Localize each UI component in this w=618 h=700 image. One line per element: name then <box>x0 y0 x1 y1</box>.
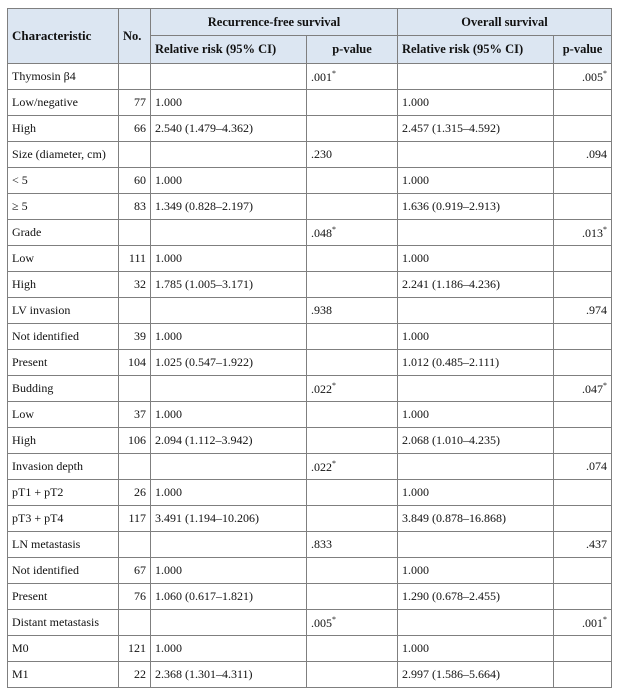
cell-rfs-relative-risk: 2.368 (1.301–4.311) <box>151 662 307 688</box>
cell-characteristic: M0 <box>8 636 119 662</box>
cell-count: 26 <box>119 480 151 506</box>
cell-rfs-relative-risk: 1.000 <box>151 558 307 584</box>
cell-os-relative-risk: 2.241 (1.186–4.236) <box>398 272 554 298</box>
cell-rfs-relative-risk: 1.000 <box>151 324 307 350</box>
table-row <box>8 506 612 532</box>
header-overall-survival: Overall survival <box>398 9 612 36</box>
cell-count: 32 <box>119 272 151 298</box>
cell-rfs-p-value: .938 <box>307 298 398 324</box>
cell-os-relative-risk <box>398 64 554 90</box>
cell-rfs-p-value <box>307 168 398 194</box>
cell-rfs-p-value <box>307 480 398 506</box>
significance-asterisk: * <box>603 614 608 624</box>
cell-count: 66 <box>119 116 151 142</box>
cell-os-p-value: .074 <box>554 454 612 480</box>
cell-characteristic: < 5 <box>8 168 119 194</box>
cell-os-relative-risk: 1.636 (0.919–2.913) <box>398 194 554 220</box>
cell-count: 121 <box>119 636 151 662</box>
cell-characteristic: Budding <box>8 376 119 402</box>
table-row <box>8 116 612 142</box>
cell-characteristic: High <box>8 428 119 454</box>
cell-count <box>119 298 151 324</box>
cell-rfs-relative-risk: 1.000 <box>151 90 307 116</box>
cell-os-relative-risk <box>398 532 554 558</box>
cell-characteristic: High <box>8 116 119 142</box>
table-row <box>8 636 612 662</box>
cell-rfs-p-value <box>307 584 398 610</box>
table-row <box>8 142 612 168</box>
cell-characteristic: Low <box>8 402 119 428</box>
cell-os-relative-risk: 1.000 <box>398 90 554 116</box>
cell-rfs-p-value <box>307 428 398 454</box>
cell-characteristic: Invasion depth <box>8 454 119 480</box>
cell-os-p-value <box>554 194 612 220</box>
cell-rfs-p-value: .833 <box>307 532 398 558</box>
cell-os-p-value: .094 <box>554 142 612 168</box>
cell-rfs-p-value <box>307 558 398 584</box>
cell-count <box>119 64 151 90</box>
cell-os-p-value <box>554 402 612 428</box>
cell-characteristic: Not identified <box>8 558 119 584</box>
cell-os-relative-risk: 2.068 (1.010–4.235) <box>398 428 554 454</box>
table-row <box>8 220 612 246</box>
header-no: No. <box>119 9 151 64</box>
table-row <box>8 402 612 428</box>
cell-rfs-p-value <box>307 246 398 272</box>
table-row <box>8 350 612 376</box>
table-row <box>8 194 612 220</box>
cell-os-p-value <box>554 506 612 532</box>
table-row <box>8 584 612 610</box>
cell-rfs-p-value: .022* <box>307 376 398 402</box>
cell-rfs-p-value <box>307 350 398 376</box>
table-row <box>8 324 612 350</box>
cell-os-relative-risk <box>398 220 554 246</box>
significance-asterisk: * <box>332 68 336 78</box>
table-row <box>8 376 612 402</box>
cell-rfs-relative-risk: 3.491 (1.194–10.206) <box>151 506 307 532</box>
significance-asterisk: * <box>603 68 608 78</box>
significance-asterisk: * <box>603 224 608 234</box>
cell-os-relative-risk: 1.012 (0.485–2.111) <box>398 350 554 376</box>
cell-rfs-relative-risk <box>151 220 307 246</box>
header-os-p-value: p-value <box>554 36 612 64</box>
table-row <box>8 168 612 194</box>
cell-os-p-value: .001* <box>554 610 612 636</box>
cell-rfs-p-value <box>307 506 398 532</box>
cell-rfs-p-value: .001* <box>307 64 398 90</box>
table-row <box>8 272 612 298</box>
cell-os-relative-risk: 1.000 <box>398 324 554 350</box>
cell-characteristic: pT3 + pT4 <box>8 506 119 532</box>
cell-rfs-p-value <box>307 402 398 428</box>
cell-os-relative-risk: 1.000 <box>398 246 554 272</box>
cell-rfs-relative-risk: 1.000 <box>151 168 307 194</box>
cell-os-relative-risk: 1.290 (0.678–2.455) <box>398 584 554 610</box>
cell-count: 37 <box>119 402 151 428</box>
cell-rfs-relative-risk <box>151 610 307 636</box>
cell-os-p-value <box>554 246 612 272</box>
cell-count: 83 <box>119 194 151 220</box>
cell-count <box>119 532 151 558</box>
significance-asterisk: * <box>603 380 608 390</box>
header-rfs-p-value: p-value <box>307 36 398 64</box>
cell-characteristic: Size (diameter, cm) <box>8 142 119 168</box>
cell-characteristic: Thymosin β4 <box>8 64 119 90</box>
cell-characteristic: Low <box>8 246 119 272</box>
table-row <box>8 64 612 90</box>
cell-count: 39 <box>119 324 151 350</box>
cell-rfs-p-value: .022* <box>307 454 398 480</box>
cell-os-p-value: .047* <box>554 376 612 402</box>
cell-os-relative-risk: 1.000 <box>398 402 554 428</box>
cell-rfs-p-value <box>307 636 398 662</box>
cell-os-relative-risk: 1.000 <box>398 558 554 584</box>
cell-os-relative-risk: 2.457 (1.315–4.592) <box>398 116 554 142</box>
cell-rfs-p-value <box>307 662 398 688</box>
cell-os-relative-risk: 3.849 (0.878–16.868) <box>398 506 554 532</box>
cell-characteristic: LN metastasis <box>8 532 119 558</box>
cell-rfs-relative-risk <box>151 454 307 480</box>
table-header <box>8 9 612 64</box>
cell-count <box>119 610 151 636</box>
cell-os-relative-risk: 1.000 <box>398 168 554 194</box>
cell-characteristic: High <box>8 272 119 298</box>
table-row <box>8 558 612 584</box>
cell-rfs-relative-risk: 1.000 <box>151 246 307 272</box>
cell-os-p-value <box>554 90 612 116</box>
cell-os-p-value <box>554 428 612 454</box>
cell-os-p-value <box>554 584 612 610</box>
table-row <box>8 90 612 116</box>
header-os-relative-risk: Relative risk (95% CI) <box>398 36 554 64</box>
cell-rfs-relative-risk: 1.785 (1.005–3.171) <box>151 272 307 298</box>
cell-os-p-value <box>554 116 612 142</box>
cell-rfs-relative-risk: 1.060 (0.617–1.821) <box>151 584 307 610</box>
cell-rfs-p-value <box>307 194 398 220</box>
cell-count: 104 <box>119 350 151 376</box>
cell-rfs-p-value: .230 <box>307 142 398 168</box>
cell-rfs-p-value: .048* <box>307 220 398 246</box>
cell-characteristic: Present <box>8 584 119 610</box>
cell-characteristic: ≥ 5 <box>8 194 119 220</box>
cell-rfs-p-value <box>307 90 398 116</box>
cell-count: 76 <box>119 584 151 610</box>
cell-characteristic: Distant metastasis <box>8 610 119 636</box>
cell-os-relative-risk: 1.000 <box>398 480 554 506</box>
cell-os-relative-risk: 1.000 <box>398 636 554 662</box>
significance-asterisk: * <box>332 224 336 234</box>
cell-characteristic: pT1 + pT2 <box>8 480 119 506</box>
cell-os-p-value <box>554 480 612 506</box>
table-body <box>8 64 612 688</box>
cell-os-p-value <box>554 662 612 688</box>
cell-characteristic: Low/negative <box>8 90 119 116</box>
cell-rfs-relative-risk: 1.349 (0.828–2.197) <box>151 194 307 220</box>
cell-count: 22 <box>119 662 151 688</box>
table-row <box>8 610 612 636</box>
cell-os-p-value <box>554 168 612 194</box>
cell-os-p-value: .013* <box>554 220 612 246</box>
cell-rfs-p-value <box>307 272 398 298</box>
table-row <box>8 454 612 480</box>
cell-os-p-value: .437 <box>554 532 612 558</box>
cell-os-relative-risk <box>398 376 554 402</box>
cell-os-p-value <box>554 636 612 662</box>
cell-count: 111 <box>119 246 151 272</box>
cell-rfs-relative-risk: 2.094 (1.112–3.942) <box>151 428 307 454</box>
cell-characteristic: Grade <box>8 220 119 246</box>
cell-os-relative-risk <box>398 298 554 324</box>
cell-count <box>119 454 151 480</box>
cell-rfs-relative-risk: 1.000 <box>151 402 307 428</box>
cell-rfs-relative-risk: 1.000 <box>151 636 307 662</box>
table-row <box>8 246 612 272</box>
cell-os-relative-risk <box>398 142 554 168</box>
cell-count: 106 <box>119 428 151 454</box>
cell-characteristic: M1 <box>8 662 119 688</box>
cell-rfs-relative-risk <box>151 142 307 168</box>
cell-os-p-value <box>554 558 612 584</box>
table-row <box>8 532 612 558</box>
cell-os-relative-risk <box>398 610 554 636</box>
cell-rfs-relative-risk <box>151 64 307 90</box>
cell-count <box>119 142 151 168</box>
cell-rfs-relative-risk: 1.025 (0.547–1.922) <box>151 350 307 376</box>
survival-table <box>7 8 612 688</box>
table-row <box>8 298 612 324</box>
cell-os-p-value: .005* <box>554 64 612 90</box>
cell-characteristic: Present <box>8 350 119 376</box>
cell-rfs-relative-risk: 1.000 <box>151 480 307 506</box>
cell-rfs-relative-risk <box>151 298 307 324</box>
table-row <box>8 480 612 506</box>
header-recurrence-free-survival: Recurrence-free survival <box>151 9 398 36</box>
cell-rfs-p-value <box>307 324 398 350</box>
cell-characteristic: LV invasion <box>8 298 119 324</box>
cell-count: 60 <box>119 168 151 194</box>
cell-count: 67 <box>119 558 151 584</box>
cell-os-relative-risk: 2.997 (1.586–5.664) <box>398 662 554 688</box>
cell-count: 117 <box>119 506 151 532</box>
cell-os-relative-risk <box>398 454 554 480</box>
cell-os-p-value: .974 <box>554 298 612 324</box>
cell-rfs-relative-risk: 2.540 (1.479–4.362) <box>151 116 307 142</box>
significance-asterisk: * <box>332 458 336 468</box>
cell-count: 77 <box>119 90 151 116</box>
cell-os-p-value <box>554 272 612 298</box>
cell-os-p-value <box>554 324 612 350</box>
cell-rfs-relative-risk <box>151 532 307 558</box>
cell-rfs-p-value <box>307 116 398 142</box>
header-characteristic: Characteristic <box>8 9 119 64</box>
table-row <box>8 662 612 688</box>
cell-os-p-value <box>554 350 612 376</box>
cell-rfs-relative-risk <box>151 376 307 402</box>
cell-count <box>119 220 151 246</box>
header-rfs-relative-risk: Relative risk (95% CI) <box>151 36 307 64</box>
significance-asterisk: * <box>332 614 336 624</box>
table-row <box>8 428 612 454</box>
significance-asterisk: * <box>332 380 336 390</box>
cell-count <box>119 376 151 402</box>
cell-rfs-p-value: .005* <box>307 610 398 636</box>
cell-characteristic: Not identified <box>8 324 119 350</box>
